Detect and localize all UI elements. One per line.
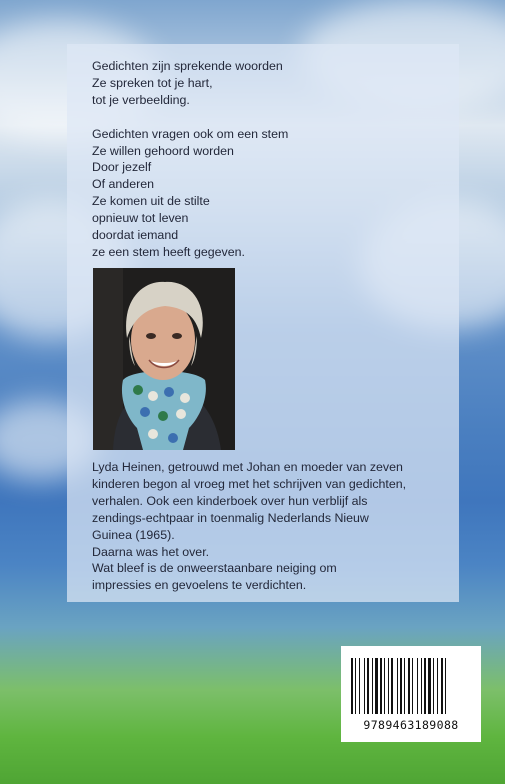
barcode-icon [351,658,471,714]
poem-line: Door jezelf [92,160,152,175]
bio-line: Lyda Heinen, getrouwd met Johan en moeder van zeven [92,460,403,474]
poem-stanza [92,58,442,109]
bio-line: verhalen. Ook een kinderboek over hun verblijf als [92,493,368,508]
bio-line: impressies en gevoelens te verdichten. [92,578,307,593]
poem [92,58,442,278]
author-bio [92,459,454,594]
poem-stanza [92,126,442,261]
poem-line: tot je verbeelding. [92,92,190,107]
author-photo [93,268,235,450]
barcode-box [341,646,481,742]
bio-line: Guinea (1965). [92,527,175,542]
poem-line: doordat iemand [92,228,179,243]
poem-line: Ze komen uit de stilte [92,194,210,209]
poem-line: Gedichten zijn sprekende woorden [92,59,283,73]
poem-line: Ze willen gehoord worden [92,143,234,158]
bio-line: Wat bleef is de onweerstaanbare neiging om [92,561,337,576]
bio-line: kinderen begon al vroeg met het schrijven van gedichten, [92,476,407,491]
poem-line: Ze spreken tot je hart, [92,75,213,90]
bio-line: Daarna was het over. [92,544,210,559]
poem-line: Gedichten vragen ook om een stem [92,126,289,141]
poem-line: Of anderen [92,177,154,192]
author-portrait-illustration [93,268,235,450]
poem-line: opnieuw tot leven [92,211,189,226]
poem-line: ze een stem heeft gegeven. [92,244,245,259]
isbn-number: 9789463189088 [363,718,459,732]
bio-line: zendings-echtpaar in toenmalig Nederlands Nieuw [92,510,369,525]
